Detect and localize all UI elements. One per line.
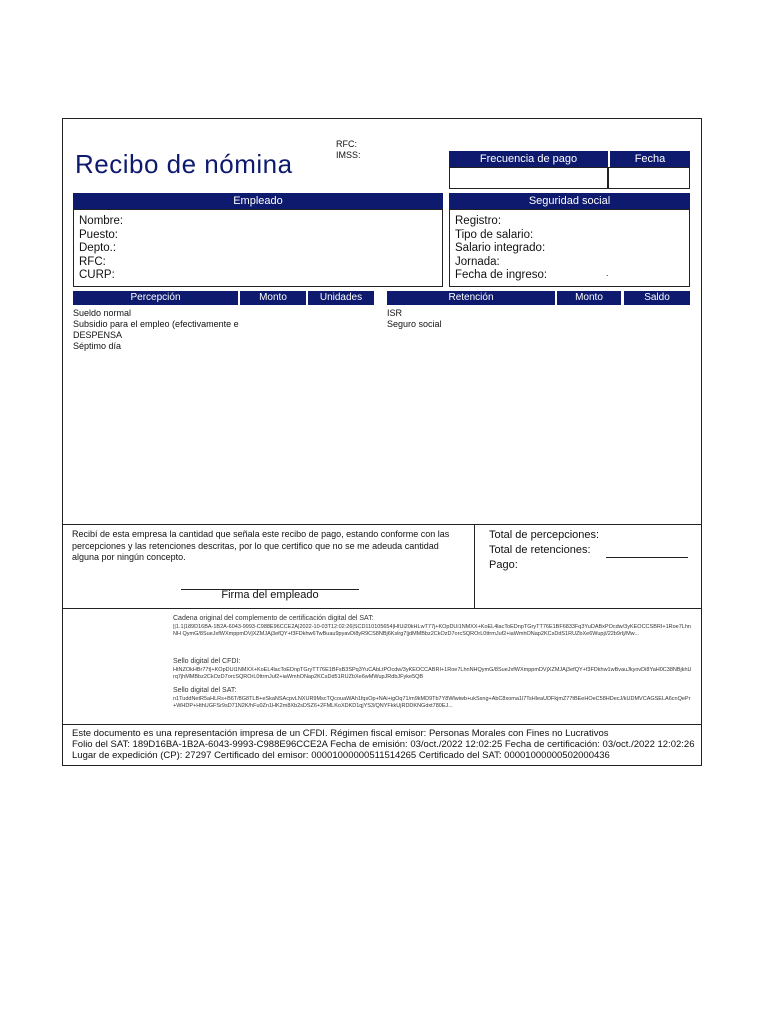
- empleado-curp-label: CURP:: [79, 269, 115, 282]
- frecuencia-value-box: [449, 167, 608, 189]
- sello-sat-value: n1TuddNetR5aHLRs+B6T/8G8TLB+eSkaNSAcpvLNXUR9MscTQcouaWAh1fqsOp+NAi+igOq71/m9kMD9Tb7Y8Wlwiwb+ukSsng+AbC8xoma1l7TsHleaUDFkjmZ77tBEeHOeC58HDecJ/kUDMVCAGSELA6cnQePr+WHDP+HthUGFSr9sD71N2K/hFu0Zn1HK2m8Xb2sDSZ6+2FMLKoXDKD1qjYS3/QNYFkkUjRDDKNGdxt780EJ...: [173, 696, 691, 709]
- empleado-header: Empleado: [73, 193, 443, 209]
- retencion-col-header: Retención: [387, 291, 555, 305]
- sello-cfdi-label: Sello digital del CFDI:: [173, 658, 241, 665]
- list-item: DESPENSA: [73, 330, 123, 340]
- retencion-saldo-header: Saldo: [624, 291, 690, 305]
- fecha-value-box: [608, 167, 690, 189]
- tipo-salario-label: Tipo de salario:: [455, 228, 534, 241]
- cadena-value: ||1.1|189D16BA-1B2A-6043-9993-C988E96CCE2A|2022-10-03T12:02:26|SCD110105654|HIUi20kHLwT77j+KOpDUi1NMXX+KoEL4lacToEDnpTGryTT76E1BF6833Fq3YuDABxPOcdw/3yKEOCCSBRI+1Roe7LhnNH QymG/8SueJxfWXmppmDVjXZMJAj3efQY+f3FDkhw6TwBuau9pyavDi8yR9CS8NBj6Kslrg7|jdMMBbz2CkOzD7orcSQROrL0ttrmJuf2+iaWmhONap2KCsDdS1RUZbXe6Wupj//22b9rIj/Mw...: [173, 624, 691, 637]
- empleado-rfc-label: RFC:: [79, 255, 106, 268]
- seguridad-social-box: [449, 209, 690, 287]
- footer-line-3: Lugar de expedición (CP): 27297 Certificado del emisor: 00001000000511514265 Certificado del SAT: 00001000000502000436: [72, 750, 610, 761]
- percepcion-unidades-header: Unidades: [308, 291, 374, 305]
- issuer-imss-label: IMSS:: [336, 150, 361, 160]
- jornada-label: Jornada:: [455, 255, 500, 268]
- total-retenciones-line: [606, 557, 688, 558]
- list-item: Séptimo día: [73, 341, 122, 351]
- percepcion-monto-header: Monto: [240, 291, 306, 305]
- footer-line-1: Este documento es una representación impresa de un CFDI. Régimen fiscal emisor: Personas Morales con Fines no Lucrativos: [72, 728, 609, 739]
- salario-integrado-label: Salario integrado:: [455, 242, 546, 255]
- sello-sat-label: Sello digital del SAT:: [173, 687, 237, 694]
- empleado-depto-label: Depto.:: [79, 242, 117, 255]
- registro-label: Registro:: [455, 215, 502, 227]
- sello-cfdi-value: HtNZOkHBr77t|+KOpDUi1NMXX+KoEL4lacToEDnpTGryTT76E1BFsB3SPq3YuCAbLtPOcdw/3yKEOCCABRI+1Roe7LhnNHQymG/8SueJxfWXmppmDVjXZMJAj3efQY+f3FDkhw1wBvauJkyovDi8YaH0C38NBjkhUrq7jhMMBbz2CkOzD7orcSQROrL0ttrmJuf2+iaWmhONap2KCsDd51RUZbXe6wMWupJRdbJFyke5QB: [173, 667, 692, 680]
- issuer-ids: [336, 139, 361, 161]
- acknowledgment-text: Recibí de esta empresa la cantidad que señala este recibo de pago, estando conforme con las percepciones y las retenciones descritas, por lo que certifico que no se me adeuda cantidad alguna por ningún concepto.: [72, 529, 450, 562]
- totales: [489, 528, 599, 573]
- footer: [72, 728, 694, 761]
- list-item: Subsidio para el empleo (efectivamente e: [73, 319, 239, 329]
- payroll-receipt: [62, 118, 702, 766]
- fecha-header: Fecha: [610, 151, 690, 167]
- pago-label: Pago:: [489, 559, 518, 571]
- firma-label: Firma del empleado: [221, 589, 319, 601]
- footer-line-2: Folio del SAT: 189D16BA-1B2A-6043-9993-C988E96CCE2A Fecha de emisión: 03/oct./2022 12:02:25 Fecha de certificación: 03/oct./2022 12:02:26: [72, 739, 695, 750]
- fecha-ingreso-label: Fecha de ingreso:: [455, 269, 548, 282]
- divider: [63, 724, 701, 725]
- divider: [474, 524, 475, 608]
- seguridad-social-header: Seguridad social: [449, 193, 690, 209]
- frecuencia-header: Frecuencia de pago: [449, 151, 608, 167]
- fecha-ingreso-mark: .: [606, 268, 609, 278]
- total-percepciones-label: Total de percepciones:: [489, 529, 600, 541]
- retencion-monto-header: Monto: [557, 291, 621, 305]
- percepcion-col-header: Percepción: [73, 291, 238, 305]
- page-title: Recibo de nómina: [75, 149, 293, 179]
- list-item: ISR: [387, 308, 403, 318]
- list-item: Seguro social: [387, 319, 442, 329]
- percepciones-list: [73, 308, 243, 352]
- total-retenciones-label: Total de retenciones:: [489, 544, 591, 556]
- seguridad-social-fields: [455, 215, 547, 283]
- retenciones-list: [387, 308, 442, 330]
- list-item: Sueldo normal: [73, 308, 132, 318]
- empleado-box: [73, 209, 443, 287]
- certification-block: [173, 615, 693, 716]
- empleado-fields: [79, 215, 123, 283]
- divider: [63, 608, 701, 609]
- issuer-rfc-label: RFC:: [336, 139, 357, 149]
- cadena-label: Cadena original del complemento de certificación digital del SAT:: [173, 615, 374, 622]
- empleado-nombre-label: Nombre:: [79, 215, 124, 227]
- empleado-puesto-label: Puesto:: [79, 228, 118, 241]
- divider: [63, 524, 701, 525]
